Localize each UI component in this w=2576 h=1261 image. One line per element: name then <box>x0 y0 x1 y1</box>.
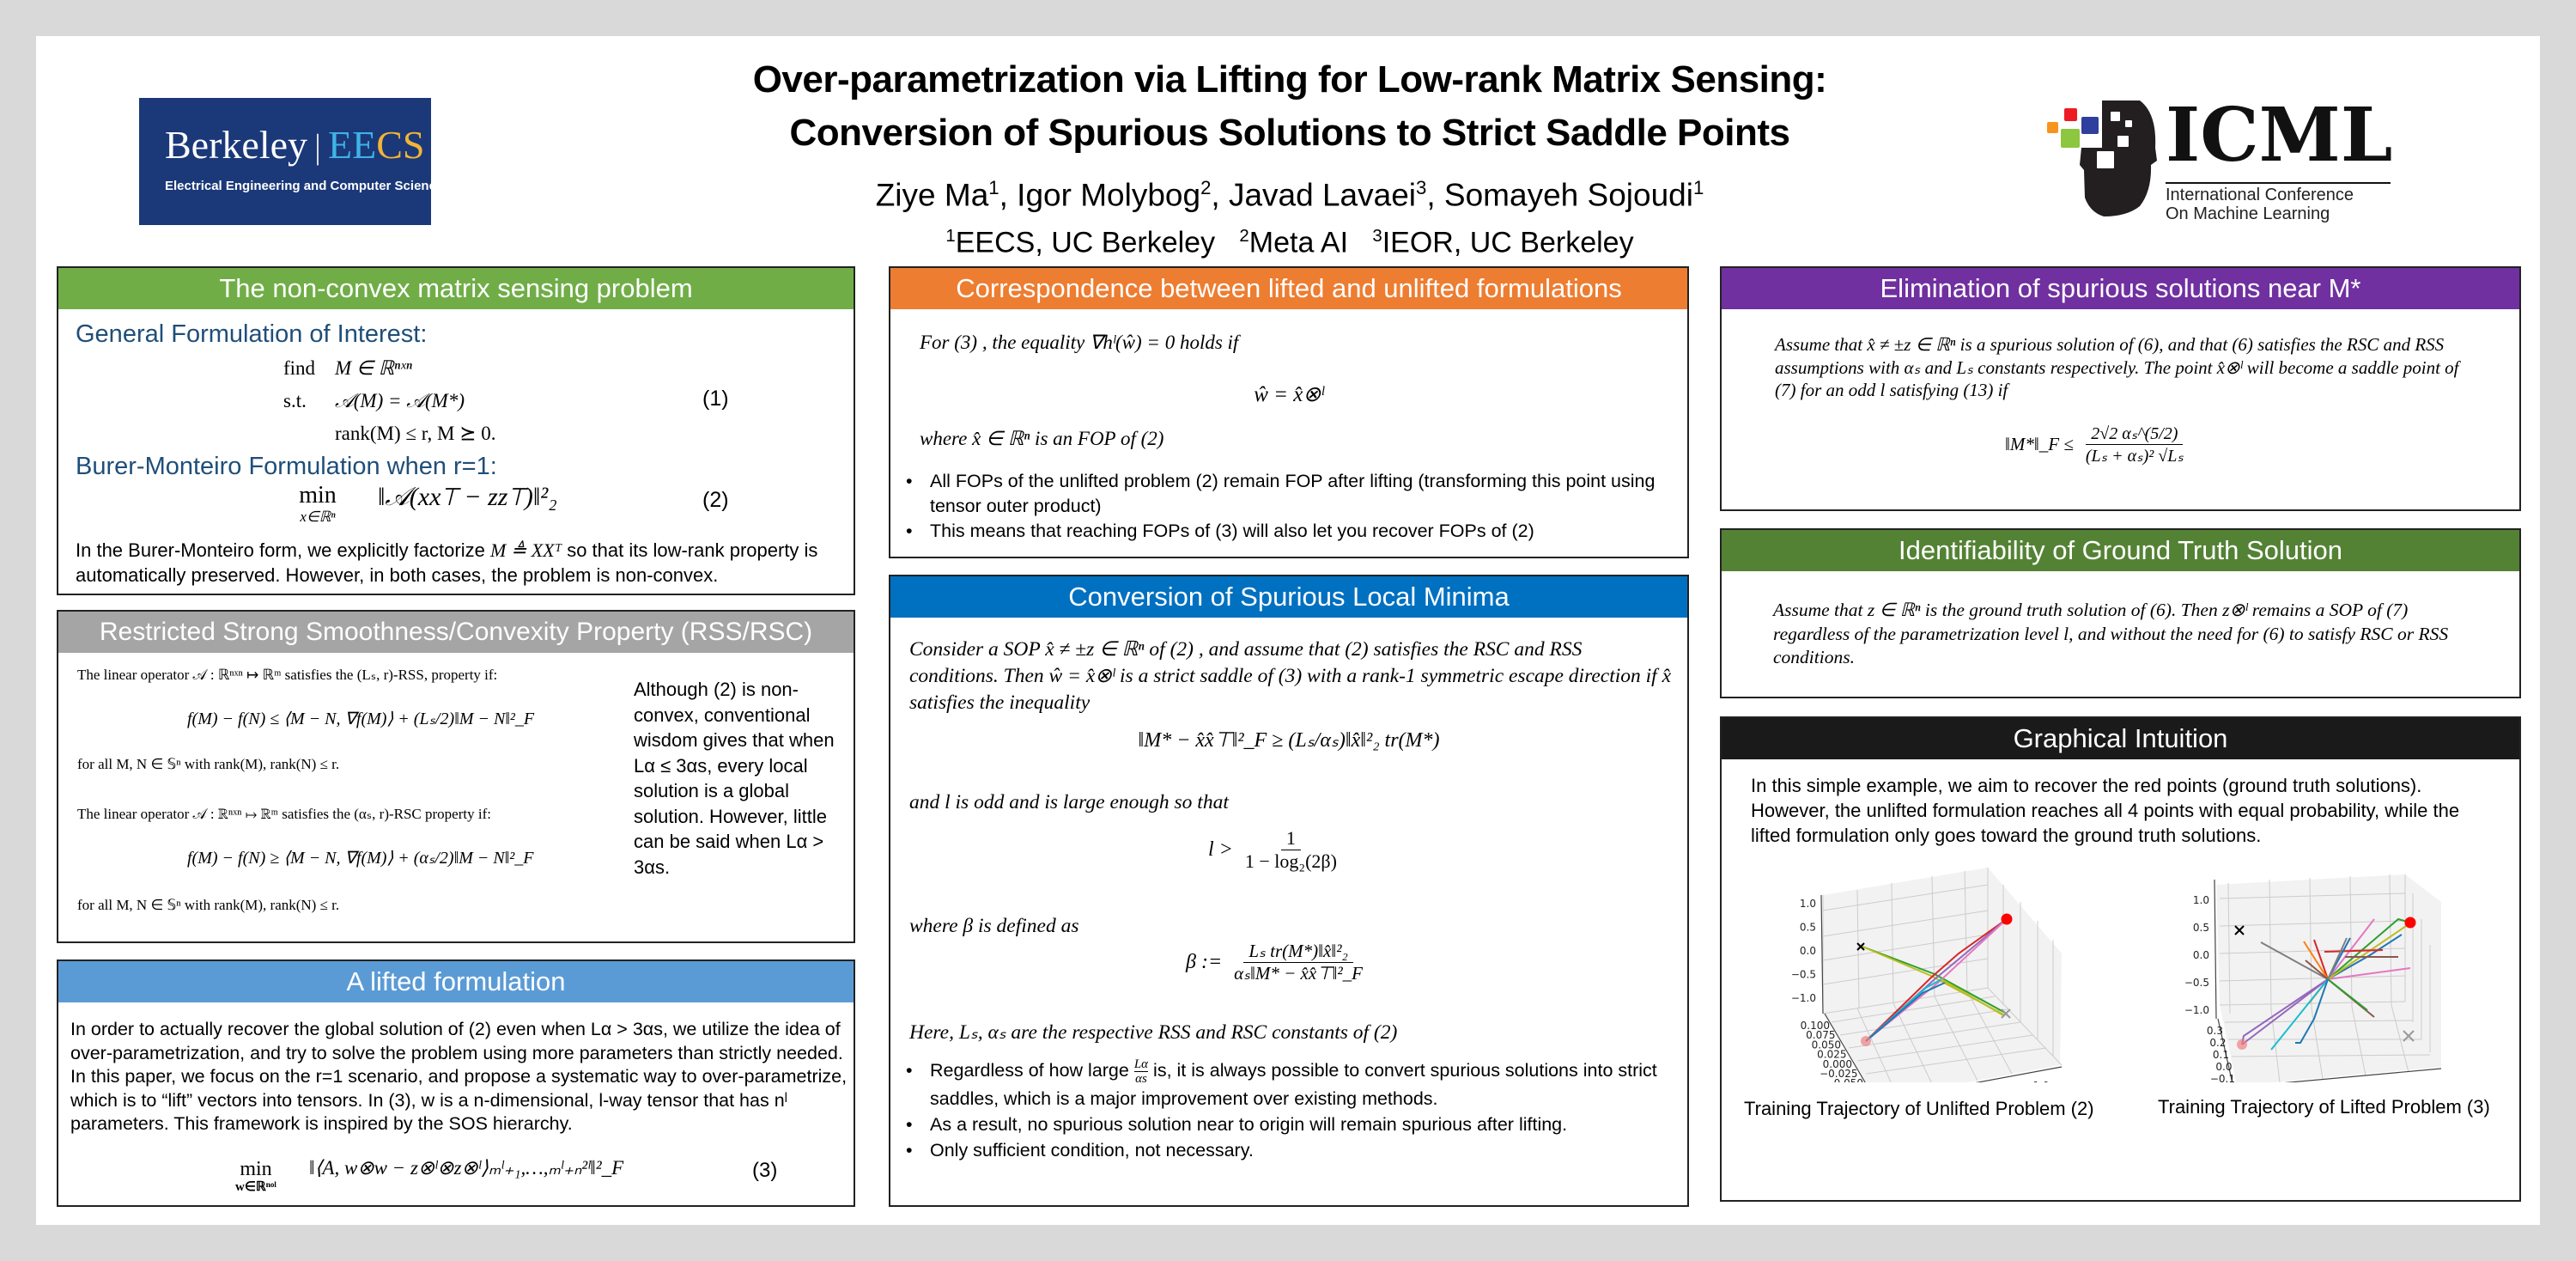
x-tick-label <box>2032 1080 2049 1082</box>
z-tick-label: 0.0 <box>2192 949 2209 961</box>
burer-monteiro-paragraph <box>76 538 844 588</box>
panel-rss-rsc <box>57 610 855 943</box>
affiliation: IEOR, UC Berkeley <box>1382 226 1634 259</box>
correspondence-where: where x̂ ∈ ℝⁿ is an FOP of (2) <box>920 428 1164 449</box>
panel-conversion <box>889 575 1689 1207</box>
icml-head-icon <box>2037 96 2157 225</box>
min-operator: min <box>240 1158 272 1180</box>
para-math: M ≜ XXᵀ <box>489 539 562 561</box>
figure-lifted-trajectory <box>2134 868 2512 1118</box>
z-tick-label: −1.0 <box>1790 992 1816 1004</box>
min-subscript: w∈ℝⁿᵒˡ <box>235 1180 276 1194</box>
z-tick-label: 1.0 <box>2192 894 2209 906</box>
equation-2-min <box>283 483 352 526</box>
subheading-general: General Formulation of Interest: <box>76 320 428 348</box>
eq-lhs: l > <box>1208 838 1233 861</box>
y-tick-label: 0.075 <box>1806 1029 1836 1042</box>
y-tick-label: −0.025 <box>1820 1068 1858 1080</box>
logo-word-ee: EE <box>328 123 377 167</box>
icml-line-2: On Machine Learning <box>2166 204 2330 223</box>
ground-truth-point-faded <box>1861 1036 1871 1046</box>
figure-1-caption: Training Trajectory of Unlifted Problem (2) <box>1744 1098 2094 1119</box>
author-sup: 1 <box>988 177 999 198</box>
bullet-text: Regardless of how large <box>930 1060 1129 1081</box>
panel-graphical-intuition <box>1720 716 2521 1202</box>
l-bound-equation <box>1208 827 1342 873</box>
equation-3-min <box>213 1159 299 1195</box>
unlifted-3d-plot <box>1728 868 2123 1082</box>
bullet-text: is, it is always possible to convert spurious solutions into strict saddles, which is a major improvement over existing methods. <box>930 1060 1657 1109</box>
panel-title: Restricted Strong Smoothness/Convexity Property (RSS/RSC) <box>58 612 854 653</box>
bullet-item: • All FOPs of the unlifted problem (2) remain FOP after lifting (transforming this point using tensor outer product) <box>906 469 1670 519</box>
rsc-forall: for all M, N ∈ 𝕊ⁿ with rank(M), rank(N) ≤ r. <box>77 897 340 913</box>
author-sup: 1 <box>1692 177 1704 198</box>
correspondence-bullets <box>906 469 1670 544</box>
panel-title: Correspondence between lifted and unlifted formulations <box>890 268 1687 309</box>
y-tick-label: 0.100 <box>1800 1020 1830 1032</box>
eq-expr: M ∈ ℝⁿˣⁿ <box>335 357 412 379</box>
affiliation: EECS, UC Berkeley <box>955 226 1216 259</box>
elimination-equation <box>2005 423 2189 466</box>
conversion-l-condition: and l is odd and is large enough so that <box>909 791 1229 813</box>
ground-truth-point <box>2405 917 2416 929</box>
denominator: αs <box>1135 1072 1147 1086</box>
lifted-3d-plot <box>2134 868 2512 1082</box>
author: Ziye Ma <box>875 177 989 213</box>
y-tick-label: 0.1 <box>2212 1049 2229 1061</box>
fraction <box>1134 1057 1148 1086</box>
title-line-2: Conversion of Spurious Solutions to Strict Saddle Points <box>789 112 1790 154</box>
equation-1 <box>283 352 495 450</box>
y-tick-label: 0.000 <box>1822 1057 1852 1070</box>
panel-title: A lifted formulation <box>58 961 854 1002</box>
z-tick-label: 0.5 <box>1799 921 1816 934</box>
y-tick-label <box>1826 1077 1863 1082</box>
author: Javad Lavaei <box>1228 177 1417 213</box>
para-part: In the Burer-Monteiro form, we explicitly factorize <box>76 539 490 561</box>
numerator: Lα <box>1133 1057 1149 1071</box>
eq-lhs: ‖M*‖_F ≤ <box>2005 434 2074 454</box>
y-tick-label: 0.3 <box>2206 1025 2223 1037</box>
author-list: Ziye Ma$^1$, Igor Molybog$^2$, Javad Lavaei$^3$, Somayeh Sojoudi$^1$ <box>875 177 1704 213</box>
min-subscript: x∈ℝⁿ <box>300 509 336 525</box>
title-line-1: Over-parametrization via Lifting for Low-rank Matrix Sensing: <box>752 58 1827 101</box>
panel-correspondence <box>889 266 1689 558</box>
logo-subtitle: Electrical Engineering and Computer Sciences <box>165 179 451 193</box>
poster-header <box>689 53 1891 263</box>
rss-forall: for all M, N ∈ 𝕊ⁿ with rank(M), rank(N) ≤ r. <box>77 756 340 772</box>
rss-inequality: f(M) − f(N) ≤ ⟨M − N, ∇f(M)⟩ + (Lₛ/2)‖M − N‖²_F <box>187 710 535 728</box>
author-sup: 2 <box>1200 177 1212 198</box>
affil-sup: 2 <box>1239 227 1249 247</box>
panel-title: Identifiability of Ground Truth Solution <box>1722 530 2519 571</box>
y-tick-label: −0.1 <box>2209 1073 2235 1082</box>
bullet-item: • As a result, no spurious solution near to origin will remain spurious after lifting. <box>906 1112 1670 1137</box>
panel-title: Elimination of spurious solutions near M* <box>1722 268 2519 309</box>
z-tick-label: −1.0 <box>2184 1004 2209 1016</box>
icml-divider <box>2166 182 2391 184</box>
lifted-paragraph: In order to actually recover the global solution of (2) even when Lα > 3αs, we utilize the idea of over-parametrization, and try to solve the problem using more parameters than strictly needed. In this paper, we focus on the r=1 scenario, and propose a systematic way to over-parametrize, which is to “lift” vectors into tensors. In (3), w is a n-dimensional, l-way tensor that has nˡ parameters. This framework is inspired by the SOS hierarchy. <box>70 1019 848 1134</box>
beta-definition-label: where β is defined as <box>909 915 1079 937</box>
z-tick-label: 1.0 <box>1799 898 1816 910</box>
equation-2: ‖𝒜(xx⊤ − zz⊤)‖²₂ <box>378 483 557 511</box>
rss-definition: The linear operator 𝒜 : ℝⁿˣⁿ ↦ ℝᵐ satisfies the (Lₛ, r)-RSS, property if: <box>77 667 498 683</box>
panel-elimination <box>1720 266 2521 511</box>
affiliations <box>689 216 1891 262</box>
conversion-bullets <box>906 1057 1670 1163</box>
z-tick-label: 0.0 <box>1799 945 1816 957</box>
panel-identifiability <box>1720 528 2521 698</box>
author-sup: 3 <box>1416 177 1427 198</box>
affiliation: Meta AI <box>1249 226 1349 259</box>
y-tick-label: 0.2 <box>2209 1037 2227 1049</box>
eq-expr: 𝒜(M) = 𝒜(M*) <box>335 390 465 411</box>
affil-sup: 3 <box>1372 227 1382 247</box>
para-part: so that its low-rank property is automatically preserved. However, in both cases, the problem is non-convex. <box>76 539 818 586</box>
ground-truth-point <box>2002 914 2013 925</box>
rsc-definition: The linear operator 𝒜 : ℝⁿˣⁿ ↦ ℝᵐ satisfies the (αₛ, r)-RSC property if: <box>77 806 491 822</box>
figure-2-caption: Training Trajectory of Lifted Problem (3) <box>2158 1096 2490 1118</box>
logo-word-berkeley: Berkeley <box>165 123 308 167</box>
conversion-inequality: ‖M* − x̂x̂⊤‖²_F ≥ (Lₛ/αₛ)‖x̂‖²₂ tr(M*) <box>1138 729 1440 752</box>
conversion-here: Here, Lₛ, αₛ are the respective RSS and RSC constants of (2) <box>909 1021 1398 1044</box>
author: Igor Molybog <box>1017 177 1201 213</box>
panel-matrix-sensing <box>57 266 855 595</box>
equation-1-number: (1) <box>702 387 729 411</box>
numerator: 2√2 αₛ^(5/2) <box>2086 423 2183 445</box>
logo-word-cs: CS <box>376 123 425 167</box>
equation-3-number: (3) <box>752 1159 778 1182</box>
berkeley-eecs-logo: Berkeley | EECS Electrical Engineering and Computer Sciences <box>139 98 431 225</box>
icml-acronym: ICML <box>2166 92 2393 179</box>
y-tick-label: 0.0 <box>2215 1061 2233 1073</box>
z-tick-label: 0.5 <box>2192 922 2209 934</box>
bullet-item <box>906 1057 1670 1112</box>
fraction <box>1240 827 1342 873</box>
subheading-burer-monteiro: Burer-Monteiro Formulation when r=1: <box>76 453 497 480</box>
eq-label: s.t. <box>283 390 307 411</box>
numerator: Lₛ tr(M*)‖x̂‖²₂ <box>1243 941 1352 963</box>
panel-title: Graphical Intuition <box>1722 718 2519 759</box>
panel-title: The non-convex matrix sensing problem <box>58 268 854 309</box>
beta-equation <box>1186 941 1368 984</box>
elimination-theorem: Assume that x̂ ≠ ±z ∈ ℝⁿ is a spurious solution of (6), and that (6) satisfies the RSC and RSS assumptions with αₛ and Lₛ constants respectively. The point x̂⊗ˡ will become a saddle point of (7) for an odd l satisfying (13) if <box>1775 334 2459 400</box>
z-tick-label: −0.5 <box>1790 968 1816 981</box>
panel-lifted-formulation <box>57 959 855 1207</box>
eq-label: find <box>283 357 316 379</box>
fraction <box>1229 941 1368 984</box>
denominator: (Lₛ + αₛ)² √Lₛ <box>2085 447 2184 466</box>
ground-truth-point-faded <box>2237 1039 2247 1050</box>
denominator: 1 − log₂(2β) <box>1244 850 1337 872</box>
numerator: 1 <box>1281 827 1301 850</box>
icml-fullname <box>2166 186 2354 223</box>
identifiability-theorem: Assume that z ∈ ℝⁿ is the ground truth solution of (6). Then z⊗ˡ remains a SOP of (7) regardless of the parametrization level l, and without the need for (6) to satisfy RSC or RSS conditions. <box>1773 600 2449 667</box>
z-tick-label: −0.5 <box>2184 977 2209 989</box>
bullet-item: • Only sufficient condition, not necessary. <box>906 1137 1670 1163</box>
fraction <box>2081 423 2189 466</box>
eq-lhs: β := <box>1186 951 1223 973</box>
author: Somayeh Sojoudi <box>1443 177 1693 213</box>
y-tick-label: 0.025 <box>1817 1048 1847 1061</box>
bullet-item: • This means that reaching FOPs of (3) will also let you recover FOPs of (2) <box>906 519 1670 544</box>
correspondence-condition: For (3) , the equality ∇hˡ(ŵ) = 0 holds if <box>920 332 1239 353</box>
equation-3: ‖⟨A, w⊗w − z⊗ˡ⊗z⊗ˡ⟩ₘˡ₊₁,…,ₘˡ₊ₙ²ˡ‖²_F <box>309 1157 624 1179</box>
conversion-theorem: Consider a SOP x̂ ≠ ±z ∈ ℝⁿ of (2) , and assume that (2) satisfies the RSC and RSS conditions. Then ŵ = x̂⊗ˡ is a strict saddle of (3) with a rank-1 symmetric escape direction if x̂ satisfies the inequality <box>909 638 1672 714</box>
poster <box>36 36 2540 1225</box>
eq-expr: rank(M) ≤ r, M ⪰ 0. <box>335 423 496 444</box>
denominator: αₛ‖M* − x̂x̂⊤‖²_F <box>1234 963 1364 984</box>
rss-side-note: Although (2) is non-convex, conventional wisdom gives that when Lα ≤ 3αs, every local solution is a global solution. However, little can be said when Lα > 3αs. <box>634 679 835 878</box>
rsc-inequality: f(M) − f(N) ≥ ⟨M − N, ∇f(M)⟩ + (αₛ/2)‖M − N‖²_F <box>187 849 534 868</box>
graphical-paragraph: In this simple example, we aim to recover the red points (ground truth solutions). However, the unlifted formulation reaches all 4 points with equal probability, while the lifted formulation only goes toward the ground truth solutions. <box>1751 775 2460 846</box>
min-operator: min <box>299 482 337 509</box>
panel-title: Conversion of Spurious Local Minima <box>890 576 1687 618</box>
y-tick-label: 0.050 <box>1811 1039 1841 1051</box>
icml-line-1: International Conference <box>2166 186 2354 204</box>
icml-logo <box>2037 92 2483 225</box>
affil-sup: 1 <box>945 227 956 247</box>
correspondence-equation: ŵ = x̂⊗ˡ <box>1254 383 1324 406</box>
equation-2-number: (2) <box>702 488 729 512</box>
figure-unlifted-trajectory <box>1728 868 2123 1119</box>
